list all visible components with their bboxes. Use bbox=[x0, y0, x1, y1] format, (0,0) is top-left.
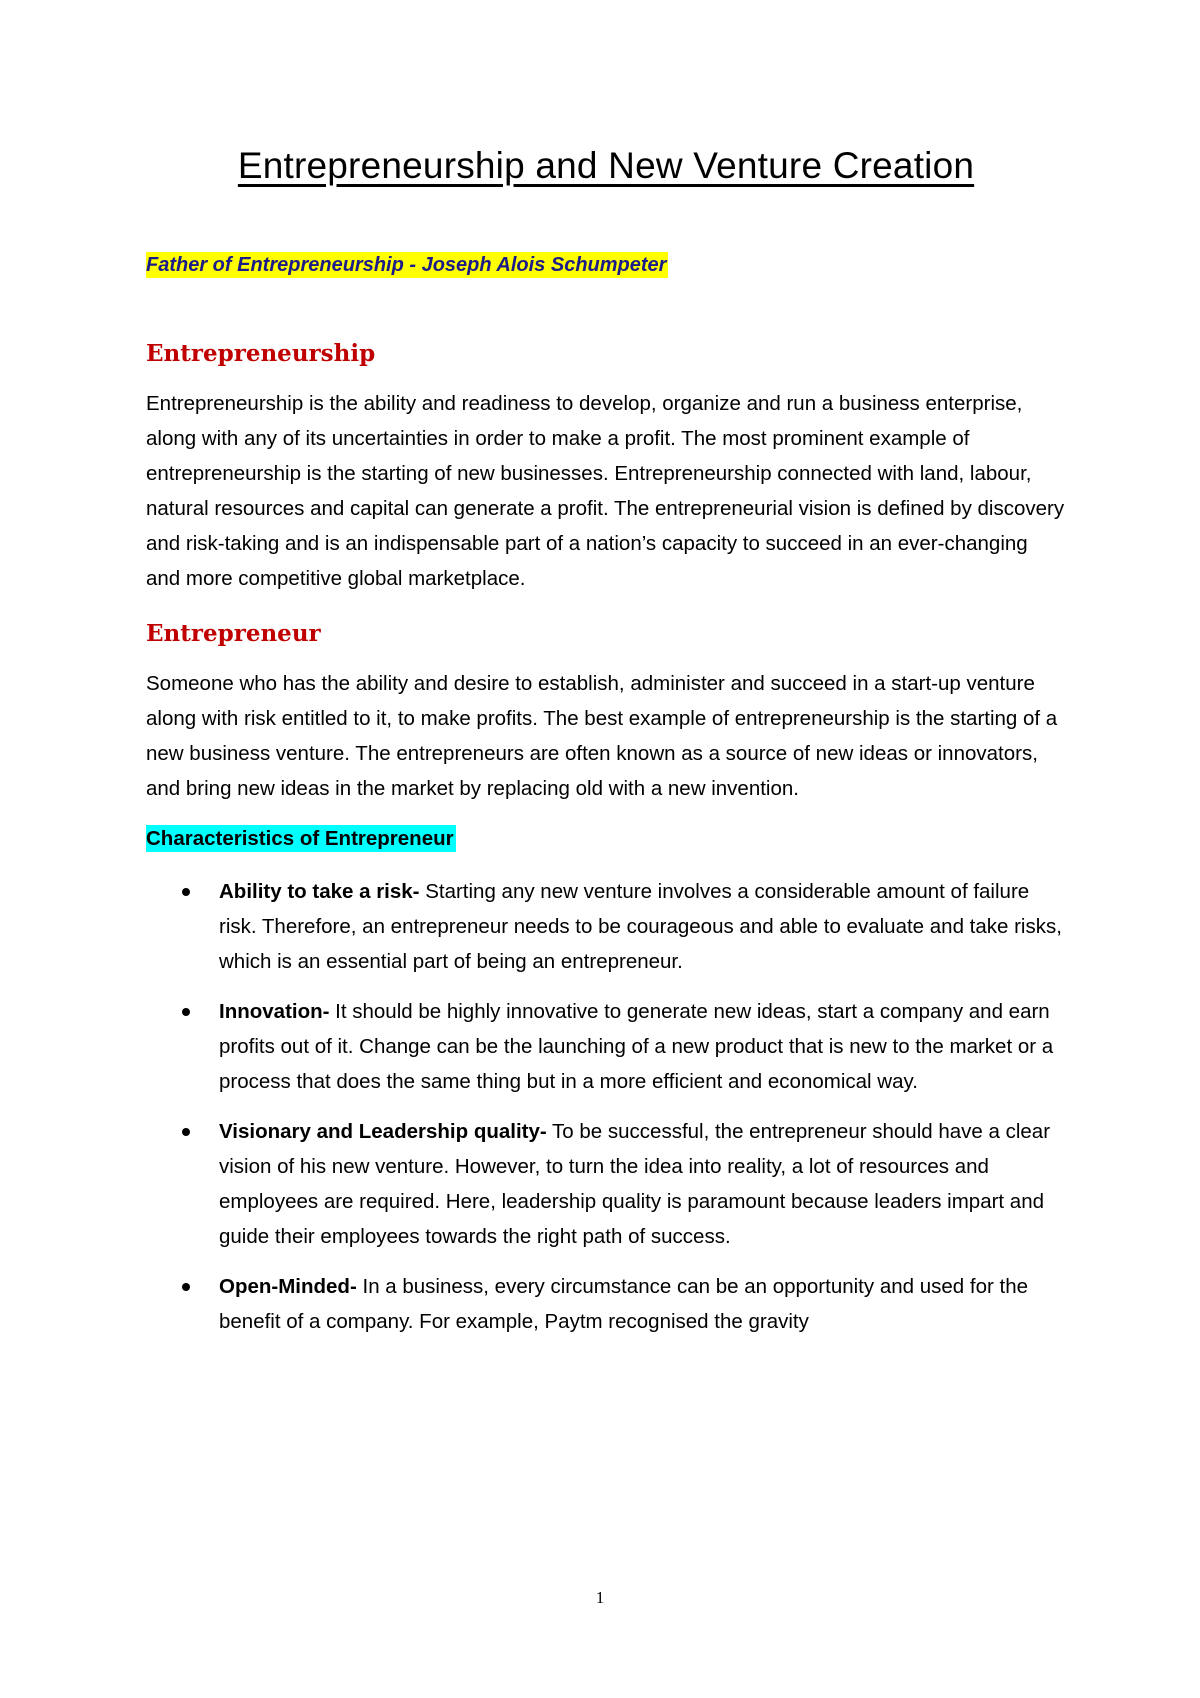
bullet-icon bbox=[182, 1283, 190, 1291]
bullet-text: Starting any new venture involves a considerable amount of failure risk. Therefore, an entrepreneur needs to be courageous and able to evaluate and take risks, which is an essential part of being an entrepreneur. bbox=[219, 880, 1062, 973]
page-number: 1 bbox=[595, 1588, 605, 1607]
list-item-open-minded bbox=[146, 1269, 1066, 1339]
bullet-icon bbox=[182, 888, 190, 896]
entrepreneurship-paragraph: Entrepreneurship is the ability and readiness to develop, organize and run a business enterprise, along with any of its uncertainties in order to make a profit. The most prominent example of entrepreneurship is the starting of new businesses. Entrepreneurship connected with land, labour, natural resources and capital can generate a profit. The entrepreneurial vision is defined by discovery and risk-taking and is an indispensable part of a nation’s capacity to succeed in an ever-changing and more competitive global marketplace. bbox=[146, 392, 1065, 590]
bullet-term: Open-Minded- bbox=[219, 1275, 357, 1298]
list-item-risk bbox=[146, 874, 1066, 979]
entrepreneur-paragraph: Someone who has the ability and desire to establish, administer and succeed in a start-up venture along with risk entitled to it, to make profits. The best example of entrepreneurship is the starting of a new business venture. The entrepreneurs are often known as a source of new ideas or innovators, and bring new ideas in the market by replacing old with a new invention. bbox=[146, 672, 1058, 800]
list-item-innovation bbox=[146, 994, 1066, 1099]
father-of-entrepreneurship-line bbox=[146, 250, 1066, 280]
bullet-term: Visionary and Leadership quality- bbox=[219, 1120, 547, 1143]
heading-entrepreneurship: Entrepreneurship bbox=[146, 340, 376, 367]
characteristics-list bbox=[146, 874, 1066, 1339]
bullet-icon bbox=[182, 1008, 190, 1016]
heading-entrepreneur: Entrepreneur bbox=[146, 620, 321, 647]
bullet-text: In a business, every circumstance can be an opportunity and used for the benefit of a company. For example, Paytm recognised the gravity bbox=[219, 1275, 1028, 1333]
bullet-icon bbox=[182, 1128, 190, 1136]
list-item-visionary bbox=[146, 1114, 1066, 1254]
page-content bbox=[146, 140, 1066, 1354]
highlighted-father-text: Father of Entrepreneurship - Joseph Alois Schumpeter bbox=[146, 254, 667, 276]
highlighted-characteristics-text: Characteristics of Entrepreneur bbox=[146, 827, 454, 850]
document-title: Entrepreneurship and New Venture Creation bbox=[237, 145, 975, 186]
bullet-term: Innovation- bbox=[219, 1000, 330, 1023]
bullet-text: It should be highly innovative to generate new ideas, start a company and earn profits out of it. Change can be the launching of a new product that is new to the market or a process that does the same thing but in a more efficient and economical way. bbox=[219, 1000, 1054, 1093]
characteristics-heading bbox=[146, 824, 1066, 854]
bullet-text: To be successful, the entrepreneur should have a clear vision of his new venture. However, to turn the idea into reality, a lot of resources and employees are required. Here, leadership quality is paramount because leaders impart and guide their employees towards the right path of success. bbox=[219, 1120, 1051, 1248]
bullet-term: Ability to take a risk- bbox=[219, 880, 420, 903]
